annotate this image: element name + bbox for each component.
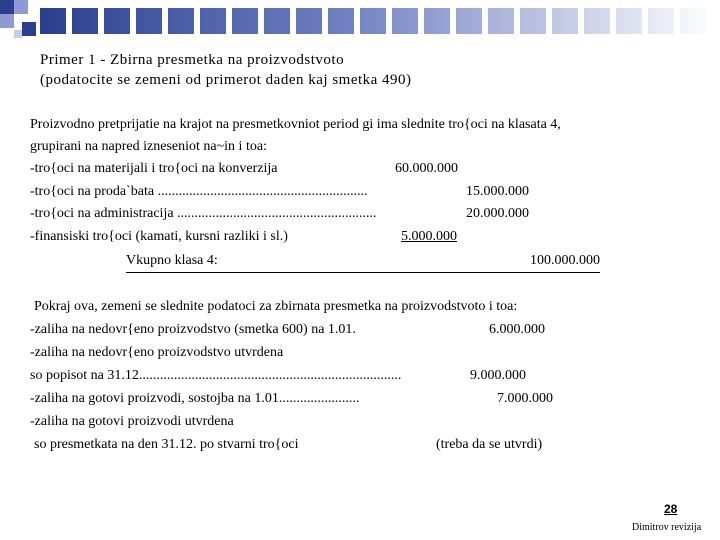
intro-line-2: grupirani na napred izneseniot na~in i toa: (30, 139, 267, 154)
intro-line-1: Proizvodno pretprijatie na krajot na presmetkovniot period gi ima slednite tro{oci na klasata 4, (30, 117, 561, 132)
deco-square-5 (14, 30, 22, 38)
footer-author: Dimitrov revizija (632, 522, 702, 533)
deco-square-4 (22, 22, 36, 36)
cost-value-financial: 5.000.000 (401, 229, 457, 244)
total-row (126, 250, 600, 273)
wip-closing-label: -zaliha na nedovr{eno proizvodstvo utvrdena (30, 345, 284, 360)
wip-inventory-value: 9.000.000 (470, 368, 526, 383)
total-label: Vkupno klasa 4: (126, 253, 218, 268)
finished-opening-value: 7.000.000 (497, 391, 553, 406)
cost-label-sales: -tro{oci na proda`bata ............................................................ (30, 184, 368, 199)
finished-opening-label: -zaliha na gotovi proizvodi, sostojba na 1.01....................... (30, 391, 360, 406)
deco-square-3 (0, 14, 14, 28)
finished-calc-value: (treba da se utvrdi) (436, 437, 543, 452)
cost-label-materials: -tro{oci na materijali i tro{oci na konverzija (30, 161, 278, 176)
section2-intro: Pokraj ova, zemeni se slednite podatoci za zbirnata presmetka na proizvodstvoto i toa: (34, 299, 518, 314)
wip-opening-value: 6.000.000 (489, 322, 545, 337)
title-line-1: Primer 1 - Zbirna presmetka na proizvodstvoto (40, 52, 345, 68)
finished-calc-label: so presmetkata na den 31.12. po stvarni tro{oci (34, 437, 299, 452)
deco-square-2 (14, 0, 28, 14)
title-line-2: (podatocite se zemeni od primerot daden kaj smetka 490) (40, 72, 412, 88)
total-value: 100.000.000 (530, 253, 600, 268)
cost-value-admin: 20.000.000 (466, 206, 529, 221)
wip-opening-label: -zaliha na nedovr{eno proizvodstvo (smetka 600) na 1.01. (30, 322, 356, 337)
cost-value-materials: 60.000.000 (395, 161, 458, 176)
deco-band-gaps (40, 8, 716, 34)
finished-closing-label: -zaliha na gotovi proizvodi utvrdena (30, 414, 234, 429)
slide-title (40, 50, 412, 90)
wip-inventory-label: so popisot na 31.12........................................................................... (30, 368, 402, 383)
cost-value-sales: 15.000.000 (466, 184, 529, 199)
cost-label-financial: -finansiski tro{oci (kamati, kursni razliki i sl.) (30, 229, 288, 244)
deco-square-1 (0, 0, 14, 14)
cost-label-admin: -tro{oci na administracija ......................................................... (30, 206, 377, 221)
page-number: 28 (664, 502, 678, 516)
